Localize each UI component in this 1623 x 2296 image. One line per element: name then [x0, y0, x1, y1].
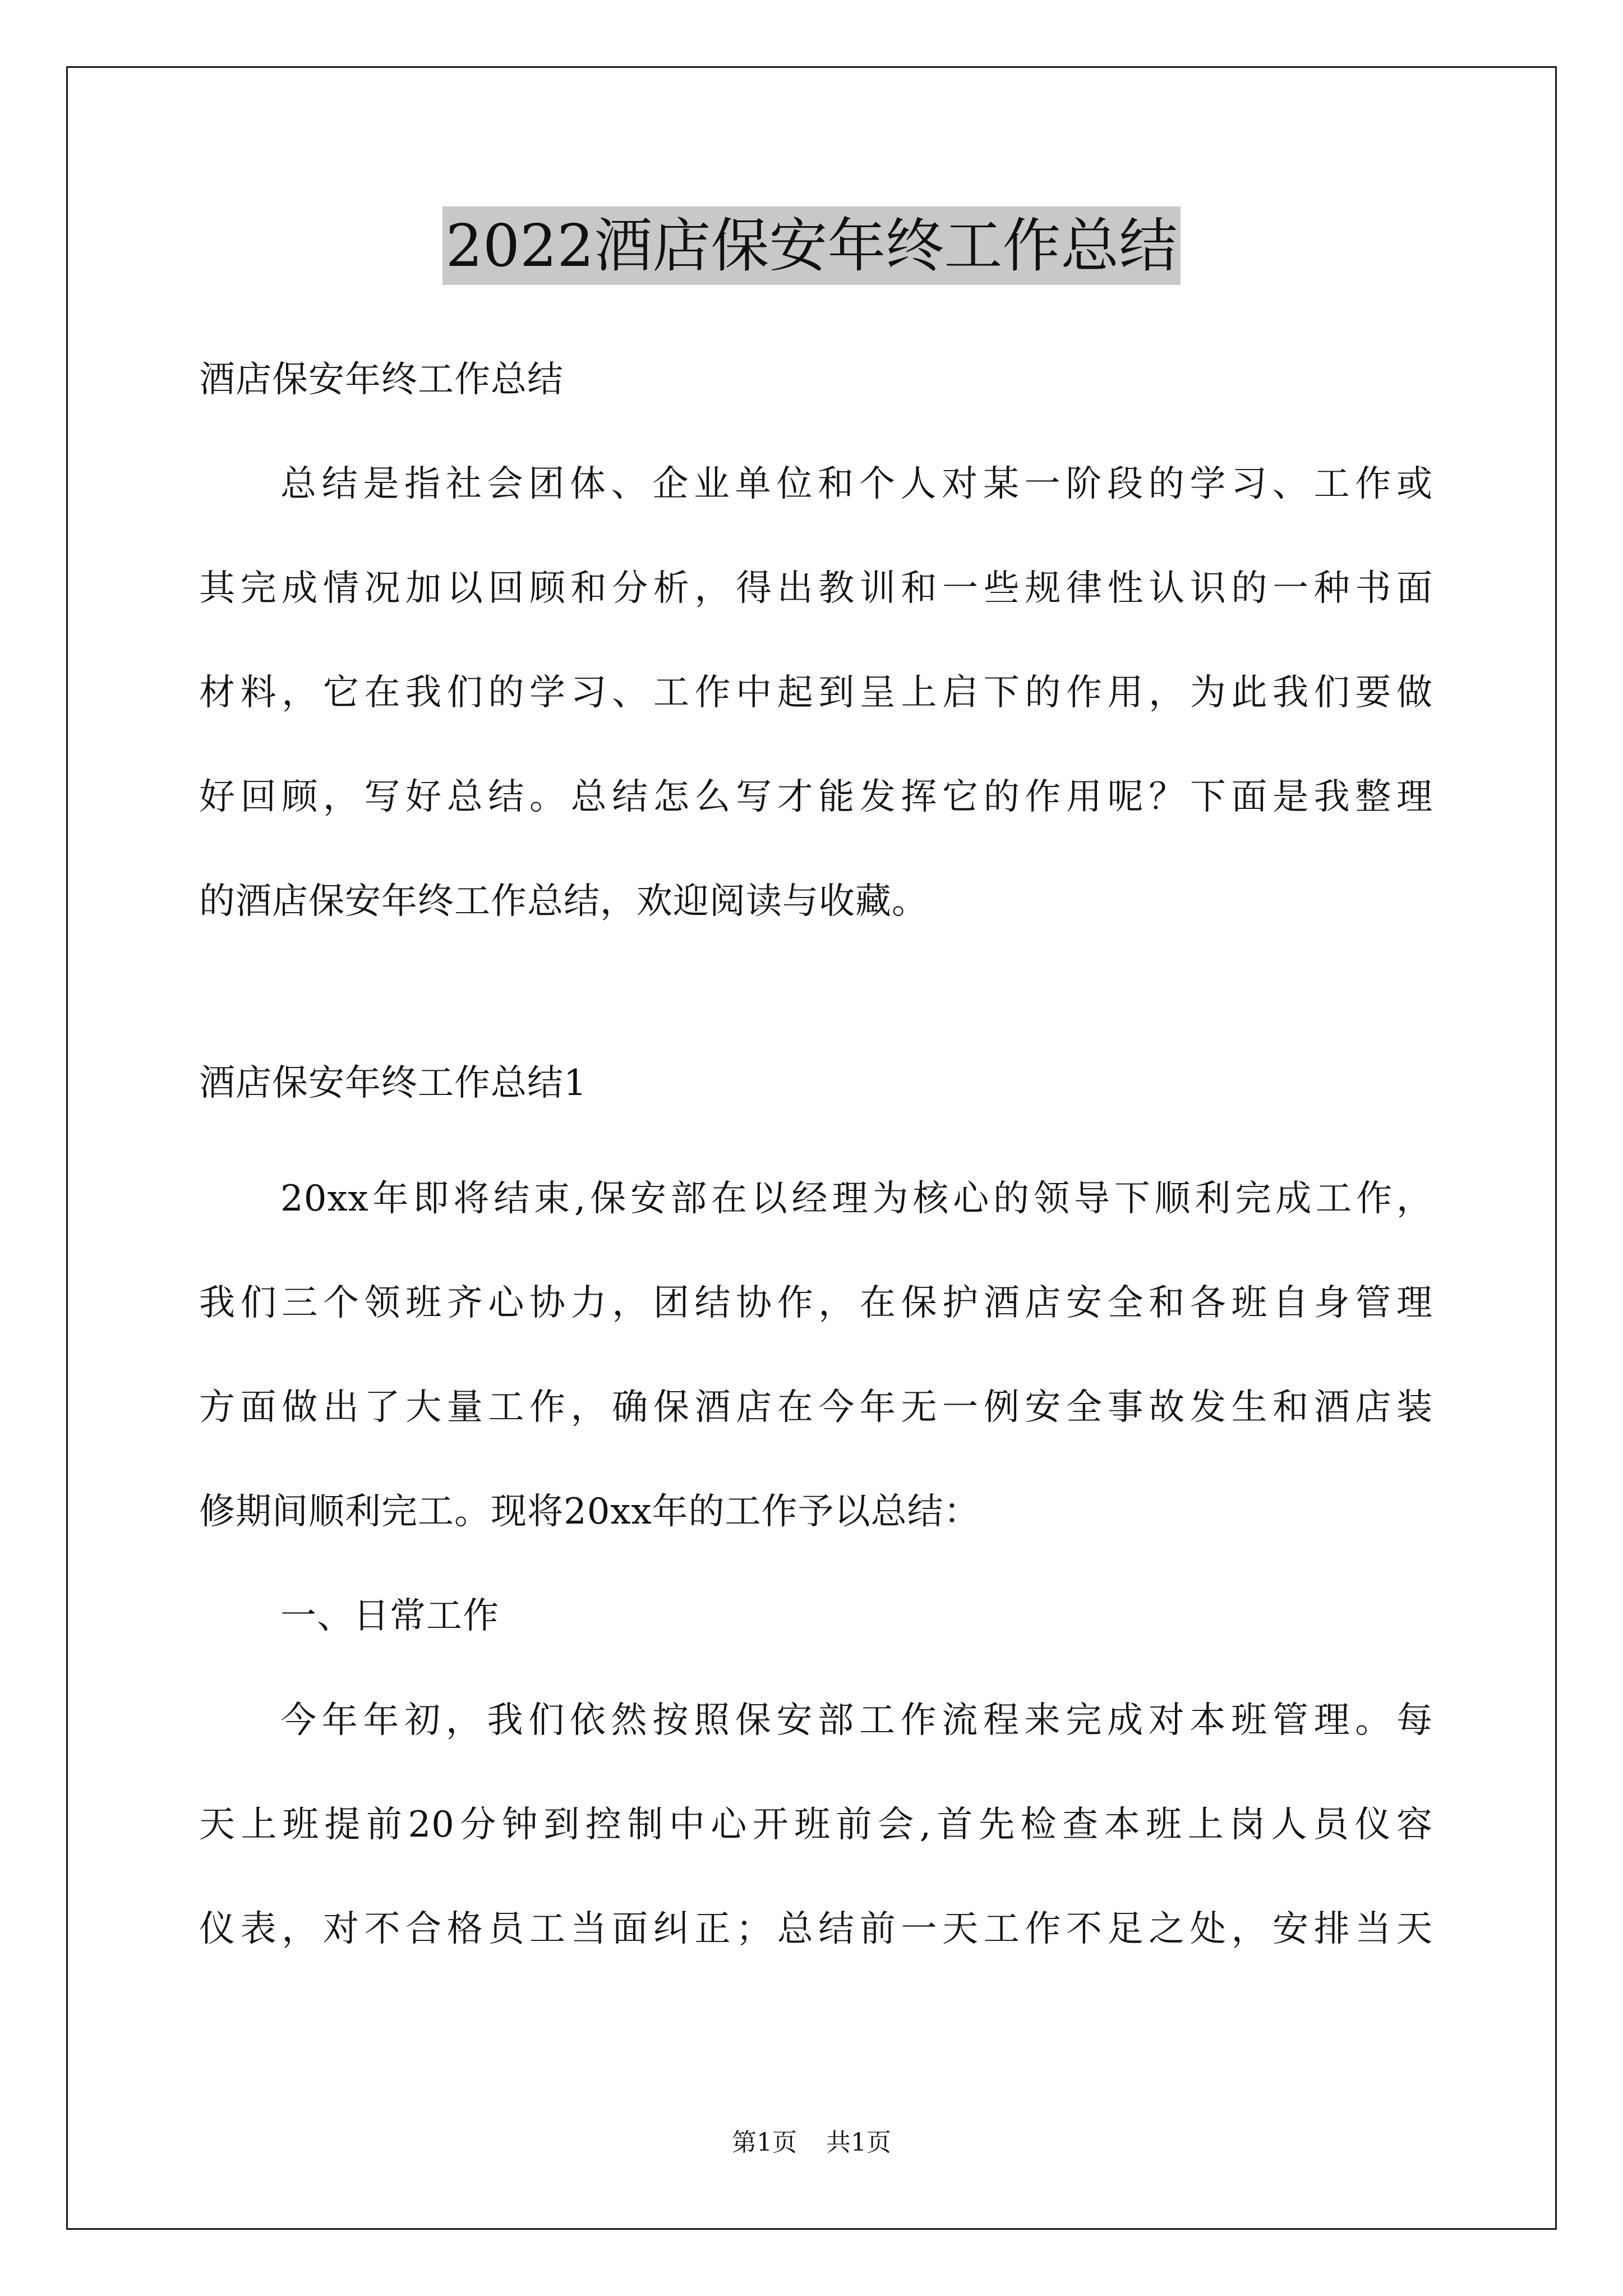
page-total: 共1页 — [826, 2128, 891, 2157]
paragraph-line: 好回顾，写好总结。总结怎么写才能发挥它的作用呢？下面是我整理 — [199, 776, 1433, 818]
paragraph-line: 天上班提前20分钟到控制中心开班前会,首先检查本班上岗人员仪容 — [199, 1804, 1433, 1846]
paragraph-line: 修期间顺利完工。现将20xx年的工作予以总结： — [199, 1491, 980, 1533]
paragraph-line: 20xx年即将结束,保安部在以经理为核心的领导下顺利完成工作， — [280, 1178, 1433, 1220]
paragraph-line: 方面做出了大量工作，确保酒店在今年无一例安全事故发生和酒店装 — [199, 1387, 1433, 1428]
title-container — [0, 206, 1623, 285]
subsection-heading: 一、日常工作 — [280, 1595, 499, 1637]
paragraph-line: 今年年初，我们依然按照保安部工作流程来完成对本班管理。每 — [280, 1700, 1433, 1741]
paragraph-line: 其完成情况加以回顾和分析，得出教训和一些规律性认识的一种书面 — [199, 568, 1433, 609]
page-number: 第1页 — [732, 2128, 797, 2157]
paragraph-line: 材料，它在我们的学习、工作中起到呈上启下的作用，为此我们要做 — [199, 672, 1433, 714]
paragraph-line: 我们三个领班齐心协力，团结协作，在保护酒店安全和各班自身管理 — [199, 1282, 1433, 1324]
page-footer — [0, 2126, 1623, 2160]
paragraph-line: 的酒店保安年终工作总结，欢迎阅读与收藏。 — [199, 881, 928, 922]
document-title: 2022酒店保安年终工作总结 — [442, 206, 1181, 285]
paragraph-line: 仪表，对不合格员工当面纠正；总结前一天工作不足之处，安排当天 — [199, 1908, 1433, 1950]
section-heading: 酒店保安年终工作总结1 — [199, 1062, 587, 1104]
paragraph-line: 总结是指社会团体、企业单位和个人对某一阶段的学习、工作或 — [280, 463, 1433, 505]
section-heading: 酒店保安年终工作总结 — [199, 359, 564, 401]
